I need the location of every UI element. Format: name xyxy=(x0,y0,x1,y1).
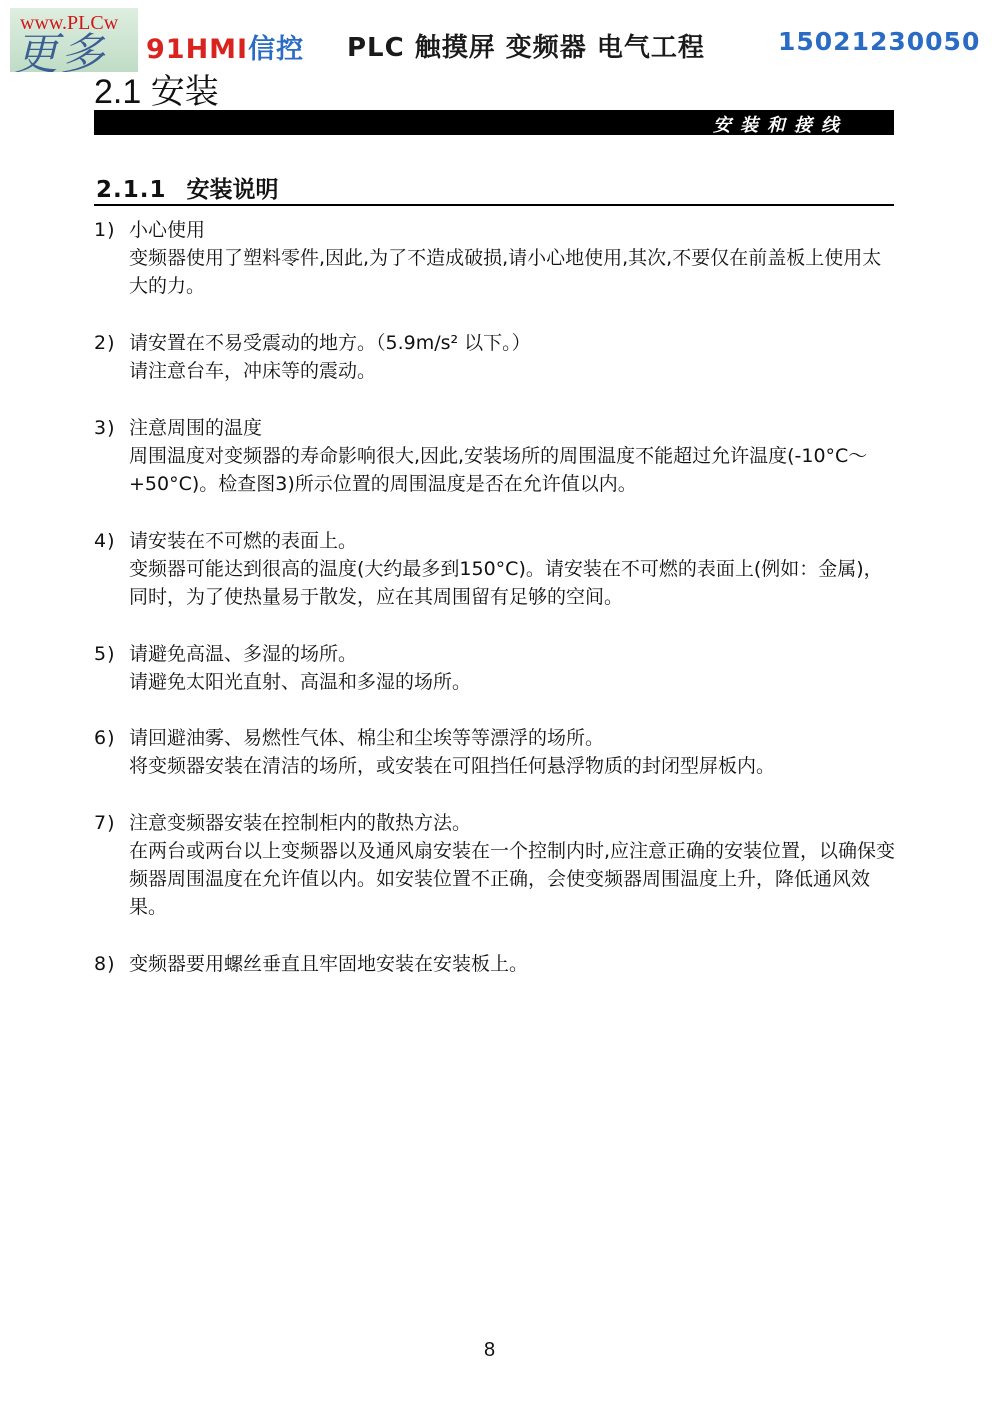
section-title: 安装说明 xyxy=(186,177,279,203)
item-heading xyxy=(94,216,896,244)
site-logo[interactable] xyxy=(10,8,138,72)
item-number: 5) xyxy=(94,643,116,665)
list-item xyxy=(94,950,896,978)
item-number: 6) xyxy=(94,727,116,749)
item-title: 注意变频器安装在控制柜内的散热方法。 xyxy=(129,812,472,834)
item-body: 变频器使用了塑料零件,因此,为了不造成破损,请小心地使用,其次,不要仅在前盖板上使用太大的力。 xyxy=(129,247,882,297)
list-item xyxy=(94,329,896,385)
header-banner xyxy=(0,0,992,72)
item-title: 请避免高温、多湿的场所。 xyxy=(129,643,358,665)
item-number: 3) xyxy=(94,417,116,439)
chapter-title: 2.1 安装 xyxy=(94,73,219,110)
list-item xyxy=(94,527,896,611)
logo-url-text: www.PLCw xyxy=(20,12,119,34)
item-number: 8) xyxy=(94,953,116,975)
item-body: 周围温度对变频器的寿命影响很大,因此,安装场所的周围温度不能超过允许温度(-10°C～+50°C)。检查图3)所示位置的周围温度是否在允许值以内。 xyxy=(129,445,868,495)
list-item xyxy=(94,724,896,780)
section-number: 2.1.1 xyxy=(96,177,167,203)
item-title: 小心使用 xyxy=(129,219,206,241)
list-item xyxy=(94,809,896,921)
list-item xyxy=(94,414,896,498)
item-body: 请避免太阳光直射、高温和多湿的场所。 xyxy=(129,671,472,693)
item-title: 请回避油雾、易燃性气体、棉尘和尘埃等等漂浮的场所。 xyxy=(129,727,605,749)
section-divider xyxy=(94,204,894,206)
banner-tagline: PLC 触摸屏 变频器 电气工程 xyxy=(347,33,705,63)
item-body: 将变频器安装在清洁的场所，或安装在可阻挡任何悬浮物质的封闭型屏板内。 xyxy=(129,755,776,777)
page-number: 8 xyxy=(484,1339,496,1361)
brand-prefix: 91HMI xyxy=(146,34,249,65)
item-title: 变频器要用螺丝垂直且牢固地安装在安装板上。 xyxy=(129,953,529,975)
item-title: 请安置在不易受震动的地方。（5.9m/s² 以下。） xyxy=(129,332,531,354)
list-item xyxy=(94,216,896,300)
item-heading xyxy=(94,640,896,668)
brand-suffix: 信控 xyxy=(248,34,305,65)
item-body: 变频器可能达到很高的温度(大约最多到150°C)。请安装在不可燃的表面上(例如：金属)，同时，为了使热量易于散发，应在其周围留有足够的空间。 xyxy=(129,558,883,608)
section-heading xyxy=(96,171,279,204)
brand-name xyxy=(146,27,304,66)
item-body: 在两台或两台以上变频器以及通风扇安装在一个控制内时,应注意正确的安装位置，以确保变频器周围温度在允许值以内。如安装位置不正确，会使变频器周围温度上升，降低通风效果。 xyxy=(129,840,896,918)
banner-phone: 15021230050 xyxy=(778,27,981,56)
item-body: 请注意台车，冲床等的震动。 xyxy=(129,360,377,382)
item-title: 注意周围的温度 xyxy=(129,417,263,439)
item-number: 7) xyxy=(94,812,116,834)
list-item xyxy=(94,640,896,696)
chapter-bar xyxy=(94,110,894,135)
item-title: 请安装在不可燃的表面上。 xyxy=(129,530,358,552)
logo-glyphs: 更多 xyxy=(14,29,106,72)
item-heading xyxy=(94,329,896,357)
item-number: 2) xyxy=(94,332,116,354)
item-heading xyxy=(94,527,896,555)
item-number: 4) xyxy=(94,530,116,552)
item-heading xyxy=(94,809,896,837)
item-number: 1) xyxy=(94,219,116,241)
item-heading xyxy=(94,414,896,442)
item-heading xyxy=(94,950,896,978)
item-heading xyxy=(94,724,896,752)
chapter-bar-label: 安装和接线 xyxy=(713,115,848,136)
